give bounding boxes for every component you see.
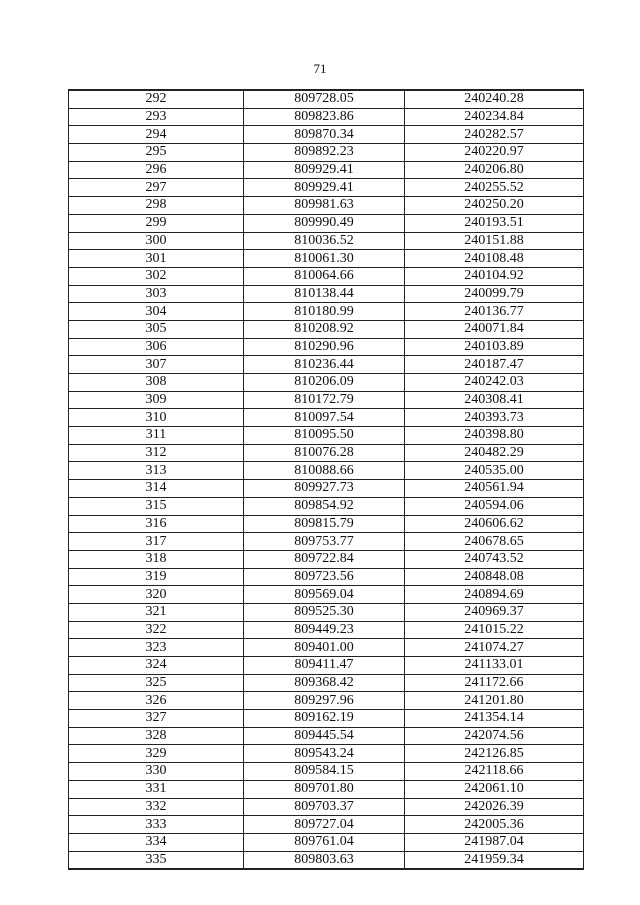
- table-row: [69, 533, 584, 551]
- y-coordinate-cell: 240308.41: [405, 391, 584, 409]
- x-coordinate-cell: 809854.92: [244, 497, 405, 515]
- x-coordinate-cell: 809990.49: [244, 214, 405, 232]
- point-number-cell: 334: [69, 833, 244, 851]
- table-row: [69, 480, 584, 498]
- y-coordinate-cell: 241074.27: [405, 639, 584, 657]
- point-number-cell: 315: [69, 497, 244, 515]
- x-coordinate-cell: 809722.84: [244, 550, 405, 568]
- y-coordinate-cell: 240206.80: [405, 161, 584, 179]
- table-row: [69, 144, 584, 162]
- y-coordinate-cell: 241133.01: [405, 657, 584, 675]
- y-coordinate-cell: 240108.48: [405, 250, 584, 268]
- x-coordinate-cell: 810290.96: [244, 338, 405, 356]
- y-coordinate-cell: 241987.04: [405, 833, 584, 851]
- point-number-cell: 331: [69, 780, 244, 798]
- point-number-cell: 296: [69, 161, 244, 179]
- x-coordinate-cell: 810172.79: [244, 391, 405, 409]
- x-coordinate-cell: 810138.44: [244, 285, 405, 303]
- table-row: [69, 214, 584, 232]
- point-number-cell: 335: [69, 851, 244, 869]
- y-coordinate-cell: 240220.97: [405, 144, 584, 162]
- point-number-cell: 333: [69, 816, 244, 834]
- x-coordinate-cell: 809162.19: [244, 710, 405, 728]
- table-row: [69, 780, 584, 798]
- table-row: [69, 179, 584, 197]
- table-row: [69, 674, 584, 692]
- point-number-cell: 323: [69, 639, 244, 657]
- x-coordinate-cell: 809727.04: [244, 816, 405, 834]
- table-row: [69, 568, 584, 586]
- point-number-cell: 327: [69, 710, 244, 728]
- x-coordinate-cell: 810036.52: [244, 232, 405, 250]
- y-coordinate-cell: 241172.66: [405, 674, 584, 692]
- point-number-cell: 306: [69, 338, 244, 356]
- x-coordinate-cell: 810064.66: [244, 267, 405, 285]
- point-number-cell: 332: [69, 798, 244, 816]
- x-coordinate-cell: 809411.47: [244, 657, 405, 675]
- point-number-cell: 322: [69, 621, 244, 639]
- x-coordinate-cell: 809449.23: [244, 621, 405, 639]
- point-number-cell: 307: [69, 356, 244, 374]
- x-coordinate-cell: 809728.05: [244, 90, 405, 108]
- point-number-cell: 326: [69, 692, 244, 710]
- table-row: [69, 250, 584, 268]
- y-coordinate-cell: 240535.00: [405, 462, 584, 480]
- point-number-cell: 324: [69, 657, 244, 675]
- y-coordinate-cell: 240482.29: [405, 444, 584, 462]
- x-coordinate-cell: 809368.42: [244, 674, 405, 692]
- y-coordinate-cell: 240193.51: [405, 214, 584, 232]
- y-coordinate-cell: 240606.62: [405, 515, 584, 533]
- point-number-cell: 293: [69, 108, 244, 126]
- table-row: [69, 763, 584, 781]
- y-coordinate-cell: 240250.20: [405, 197, 584, 215]
- x-coordinate-cell: 809761.04: [244, 833, 405, 851]
- x-coordinate-cell: 809803.63: [244, 851, 405, 869]
- table-row: [69, 161, 584, 179]
- table-row: [69, 338, 584, 356]
- y-coordinate-cell: 240398.80: [405, 427, 584, 445]
- x-coordinate-cell: 809401.00: [244, 639, 405, 657]
- x-coordinate-cell: 810095.50: [244, 427, 405, 445]
- table-row: [69, 391, 584, 409]
- table-row: [69, 126, 584, 144]
- y-coordinate-cell: 240894.69: [405, 586, 584, 604]
- table-row: [69, 90, 584, 108]
- point-number-cell: 297: [69, 179, 244, 197]
- y-coordinate-cell: 242061.10: [405, 780, 584, 798]
- x-coordinate-cell: 809892.23: [244, 144, 405, 162]
- table-row: [69, 232, 584, 250]
- x-coordinate-cell: 809525.30: [244, 603, 405, 621]
- y-coordinate-cell: 241015.22: [405, 621, 584, 639]
- table-row: [69, 303, 584, 321]
- x-coordinate-cell: 810097.54: [244, 409, 405, 427]
- point-number-cell: 311: [69, 427, 244, 445]
- table-row: [69, 710, 584, 728]
- table-row: [69, 550, 584, 568]
- y-coordinate-cell: 240678.65: [405, 533, 584, 551]
- x-coordinate-cell: 809927.73: [244, 480, 405, 498]
- point-number-cell: 301: [69, 250, 244, 268]
- point-number-cell: 321: [69, 603, 244, 621]
- y-coordinate-cell: 240594.06: [405, 497, 584, 515]
- y-coordinate-cell: 240103.89: [405, 338, 584, 356]
- point-number-cell: 309: [69, 391, 244, 409]
- point-number-cell: 298: [69, 197, 244, 215]
- x-coordinate-cell: 809584.15: [244, 763, 405, 781]
- table-row: [69, 833, 584, 851]
- x-coordinate-cell: 810236.44: [244, 356, 405, 374]
- x-coordinate-cell: 809929.41: [244, 179, 405, 197]
- table-row: [69, 692, 584, 710]
- point-number-cell: 294: [69, 126, 244, 144]
- point-number-cell: 317: [69, 533, 244, 551]
- x-coordinate-cell: 809753.77: [244, 533, 405, 551]
- point-number-cell: 312: [69, 444, 244, 462]
- x-coordinate-cell: 810076.28: [244, 444, 405, 462]
- y-coordinate-cell: 240071.84: [405, 320, 584, 338]
- point-number-cell: 308: [69, 374, 244, 392]
- x-coordinate-cell: 809929.41: [244, 161, 405, 179]
- point-number-cell: 302: [69, 267, 244, 285]
- x-coordinate-cell: 810061.30: [244, 250, 405, 268]
- point-number-cell: 313: [69, 462, 244, 480]
- point-number-cell: 320: [69, 586, 244, 604]
- table-row: [69, 621, 584, 639]
- x-coordinate-cell: 809543.24: [244, 745, 405, 763]
- x-coordinate-cell: 809723.56: [244, 568, 405, 586]
- table-row: [69, 285, 584, 303]
- point-number-cell: 319: [69, 568, 244, 586]
- y-coordinate-cell: 242126.85: [405, 745, 584, 763]
- x-coordinate-cell: 809297.96: [244, 692, 405, 710]
- table-row: [69, 745, 584, 763]
- table-row: [69, 197, 584, 215]
- table-row: [69, 497, 584, 515]
- coordinates-table-body: [69, 90, 584, 869]
- table-row: [69, 374, 584, 392]
- y-coordinate-cell: 241201.80: [405, 692, 584, 710]
- table-row: [69, 444, 584, 462]
- point-number-cell: 314: [69, 480, 244, 498]
- coordinates-table: [68, 89, 584, 870]
- point-number-cell: 330: [69, 763, 244, 781]
- page-number: 71: [313, 61, 327, 76]
- x-coordinate-cell: 810180.99: [244, 303, 405, 321]
- y-coordinate-cell: 240240.28: [405, 90, 584, 108]
- table-row: [69, 727, 584, 745]
- point-number-cell: 325: [69, 674, 244, 692]
- x-coordinate-cell: 810206.09: [244, 374, 405, 392]
- table-row: [69, 798, 584, 816]
- table-row: [69, 586, 584, 604]
- x-coordinate-cell: 810208.92: [244, 320, 405, 338]
- y-coordinate-cell: 240282.57: [405, 126, 584, 144]
- y-coordinate-cell: 242074.56: [405, 727, 584, 745]
- y-coordinate-cell: 240099.79: [405, 285, 584, 303]
- y-coordinate-cell: 240561.94: [405, 480, 584, 498]
- table-row: [69, 267, 584, 285]
- point-number-cell: 303: [69, 285, 244, 303]
- point-number-cell: 292: [69, 90, 244, 108]
- table-row: [69, 320, 584, 338]
- table-row: [69, 409, 584, 427]
- x-coordinate-cell: 809445.54: [244, 727, 405, 745]
- y-coordinate-cell: 241354.14: [405, 710, 584, 728]
- y-coordinate-cell: 240743.52: [405, 550, 584, 568]
- y-coordinate-cell: 240151.88: [405, 232, 584, 250]
- y-coordinate-cell: 240187.47: [405, 356, 584, 374]
- x-coordinate-cell: 809569.04: [244, 586, 405, 604]
- table-row: [69, 603, 584, 621]
- table-row: [69, 427, 584, 445]
- table-row: [69, 515, 584, 533]
- point-number-cell: 329: [69, 745, 244, 763]
- table-row: [69, 851, 584, 869]
- table-row: [69, 108, 584, 126]
- table-row: [69, 356, 584, 374]
- y-coordinate-cell: 242026.39: [405, 798, 584, 816]
- table-row: [69, 657, 584, 675]
- point-number-cell: 316: [69, 515, 244, 533]
- y-coordinate-cell: 241959.34: [405, 851, 584, 869]
- y-coordinate-cell: 242005.36: [405, 816, 584, 834]
- point-number-cell: 310: [69, 409, 244, 427]
- table-row: [69, 462, 584, 480]
- x-coordinate-cell: 809823.86: [244, 108, 405, 126]
- point-number-cell: 318: [69, 550, 244, 568]
- point-number-cell: 328: [69, 727, 244, 745]
- x-coordinate-cell: 809981.63: [244, 197, 405, 215]
- y-coordinate-cell: 242118.66: [405, 763, 584, 781]
- x-coordinate-cell: 809703.37: [244, 798, 405, 816]
- point-number-cell: 295: [69, 144, 244, 162]
- table-row: [69, 816, 584, 834]
- point-number-cell: 304: [69, 303, 244, 321]
- y-coordinate-cell: 240234.84: [405, 108, 584, 126]
- x-coordinate-cell: 810088.66: [244, 462, 405, 480]
- table-row: [69, 639, 584, 657]
- y-coordinate-cell: 240136.77: [405, 303, 584, 321]
- y-coordinate-cell: 240848.08: [405, 568, 584, 586]
- y-coordinate-cell: 240969.37: [405, 603, 584, 621]
- y-coordinate-cell: 240242.03: [405, 374, 584, 392]
- point-number-cell: 300: [69, 232, 244, 250]
- point-number-cell: 305: [69, 320, 244, 338]
- x-coordinate-cell: 809870.34: [244, 126, 405, 144]
- x-coordinate-cell: 809815.79: [244, 515, 405, 533]
- y-coordinate-cell: 240104.92: [405, 267, 584, 285]
- y-coordinate-cell: 240255.52: [405, 179, 584, 197]
- point-number-cell: 299: [69, 214, 244, 232]
- x-coordinate-cell: 809701.80: [244, 780, 405, 798]
- y-coordinate-cell: 240393.73: [405, 409, 584, 427]
